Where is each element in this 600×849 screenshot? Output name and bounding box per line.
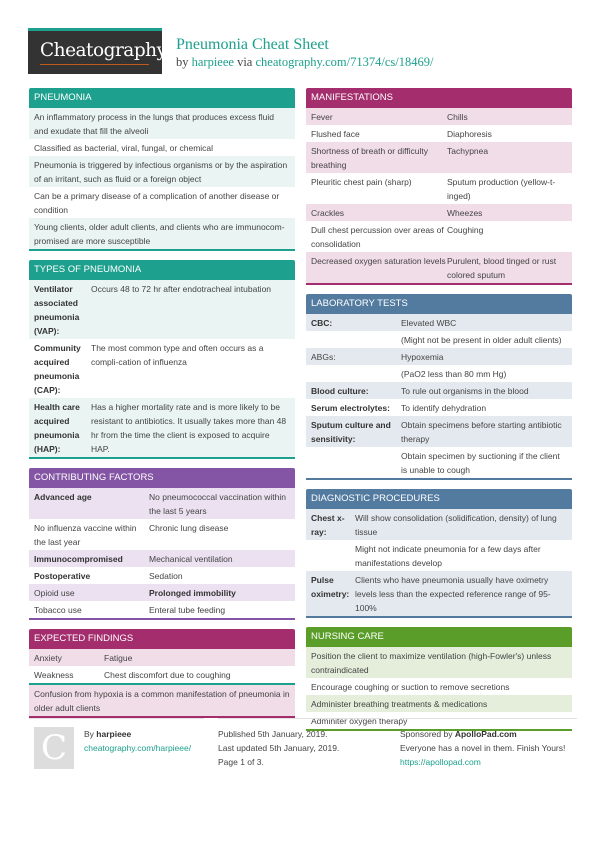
cell-right: Obtain specimens before starting antibiotic therapy — [401, 419, 562, 444]
table-row — [29, 280, 295, 339]
list-item — [29, 156, 295, 187]
description: Has a higher mortality rate and is more likely to be resistant to antibiotics. It usually takes more than 48 hr from the time the client is exposed to acquire HAP. — [91, 401, 287, 454]
section-divider — [29, 457, 295, 459]
table-row — [306, 314, 572, 331]
cell-right: Mechanical ventilation — [149, 553, 233, 564]
item-text: An inflammatory process in the lungs that produces excess fluid and exudate that fill the alveoli — [34, 111, 275, 136]
by-label: By — [84, 729, 94, 739]
table-row — [306, 447, 572, 478]
item-text: Adminiter oxygen therapy — [311, 715, 408, 726]
table-row — [29, 550, 295, 567]
section-title: PNEUMONIA — [29, 88, 295, 108]
section-types — [29, 260, 295, 459]
sponsor-link[interactable]: https://apollopad.com — [400, 757, 481, 767]
section-title: DIAGNOSTIC PROCEDURES — [306, 489, 572, 509]
left-column — [29, 88, 295, 727]
table-row — [306, 365, 572, 382]
cell-right: To rule out organisms in the blood — [401, 385, 529, 396]
cell-left — [311, 333, 401, 347]
cell-right: Might not indicate pneumonia for a few days after manifestations develop — [355, 543, 541, 568]
cell-right: Fatigue — [104, 652, 133, 663]
list-item — [306, 647, 572, 678]
cell-right: Enteral tube feeding — [149, 604, 226, 615]
list-item — [29, 187, 295, 218]
cell-right: Elevated WBC — [401, 317, 457, 328]
term: Ventilator associated pneumonia (VAP): — [34, 283, 80, 336]
section-divider — [306, 283, 572, 285]
list-item — [306, 695, 572, 712]
page-number: Page 1 of 3. — [218, 757, 264, 767]
cell-right: Tachypnea — [447, 145, 489, 156]
cell-left: Pleuritic chest pain (sharp) — [311, 176, 412, 187]
cell-left — [311, 449, 401, 477]
cell-left: No influenza vaccine within the last year — [34, 522, 137, 547]
section-divider — [306, 616, 572, 618]
right-column — [306, 88, 572, 740]
cell-right: Obtain specimen by suctioning if the client is unable to cough — [401, 450, 560, 475]
section-manifestations — [306, 88, 572, 285]
section-title: EXPECTED FINDINGS — [29, 629, 295, 649]
section-title: TYPES OF PNEUMONIA — [29, 260, 295, 280]
cell-right: Will show consolidation (solidification, density) of lung tissue — [355, 512, 557, 537]
cell-right: Hypoxemia — [401, 351, 444, 362]
table-row — [306, 125, 572, 142]
table-row — [306, 108, 572, 125]
item-text: Classified as bacterial, viral, fungal, or chemical — [34, 142, 214, 153]
table-row — [29, 649, 295, 666]
cell-left: Postoperative — [34, 570, 91, 581]
table-row — [29, 398, 295, 457]
section-diagnostic-procedures — [306, 489, 572, 618]
note-row — [29, 685, 295, 716]
cell-left: Tobacco use — [34, 604, 82, 615]
published-date: Published 5th January, 2019. — [218, 729, 328, 739]
table-row — [29, 601, 295, 618]
section-title: NURSING CARE — [306, 627, 572, 647]
by-prefix: by — [176, 55, 189, 69]
cell-left: ABGs: — [311, 351, 336, 362]
cell-left: Shortness of breath or difficulty breathing — [311, 145, 429, 170]
cell-left: Pulse oximetry: — [311, 574, 350, 599]
page-title: Pneumonia Cheat Sheet — [176, 36, 329, 53]
cell-right: Chest discomfort due to coughing — [104, 669, 231, 680]
cell-left: Decreased oxygen saturation levels — [311, 255, 446, 266]
cell-left: Sputum culture and sensitivity: — [311, 419, 391, 444]
section-divider — [306, 478, 572, 480]
term: Community acquired pneumonia (CAP): — [34, 342, 81, 395]
list-item — [306, 678, 572, 695]
term: Health care acquired pneumonia (HAP): — [34, 401, 80, 454]
table-row — [29, 666, 295, 683]
table-row — [306, 509, 572, 540]
section-expected-findings — [29, 629, 295, 718]
logo-underline — [40, 64, 149, 65]
via-text: via — [237, 55, 253, 69]
section-nursing-care — [306, 627, 572, 731]
table-row — [306, 252, 572, 283]
page-footer — [29, 718, 577, 798]
sponsored-prefix: Sponsored by — [400, 729, 453, 739]
list-item — [29, 218, 295, 249]
table-row — [306, 571, 572, 616]
cell-right: Chills — [447, 111, 468, 122]
footer-dates — [218, 718, 383, 769]
list-item — [29, 108, 295, 139]
footer-sponsor — [400, 718, 577, 769]
cell-left — [311, 367, 401, 381]
description: Occurs 48 to 72 hr after endotracheal intubation — [91, 283, 272, 294]
item-text: Encourage coughing or suction to remove secretions — [311, 681, 510, 692]
list-item — [29, 139, 295, 156]
cell-right: Purulent, blood tinged or rust colored sputum — [447, 255, 557, 280]
cell-left — [311, 542, 355, 570]
cell-left: Immunocompromised — [34, 553, 123, 564]
cell-left: Flushed face — [311, 128, 360, 139]
table-row — [29, 567, 295, 584]
author-profile-link[interactable]: cheatography.com/harpieee/ — [84, 743, 192, 753]
cell-left: Serum electrolytes: — [311, 402, 390, 413]
table-row — [306, 221, 572, 252]
table-row — [306, 540, 572, 571]
cell-left: Advanced age — [34, 491, 92, 502]
cell-right: No pneumococcal vaccination within the last 5 years — [149, 491, 287, 516]
table-row — [306, 348, 572, 365]
cell-left: Blood culture: — [311, 385, 369, 396]
table-row — [306, 204, 572, 221]
page-header — [28, 28, 578, 74]
table-row — [29, 519, 295, 550]
item-text: Position the client to maximize ventilation (high-Fowler's) unless contraindicated — [311, 650, 552, 675]
section-divider — [29, 618, 295, 620]
cell-right: To identify dehydration — [401, 402, 487, 413]
cell-right: Sedation — [149, 570, 183, 581]
cell-right: (Might not be present in older adult clients) — [401, 334, 562, 345]
item-text: Administer breathing treatments & medications — [311, 698, 488, 709]
section-title: CONTRIBUTING FACTORS — [29, 468, 295, 488]
cell-left: Crackles — [311, 207, 345, 218]
cell-right: Chronic lung disease — [149, 522, 229, 533]
logo-text: Cheatography — [40, 40, 167, 61]
cell-left: Anxiety — [34, 652, 62, 663]
cell-right: Prolonged immobility — [149, 587, 236, 598]
title-block — [176, 36, 433, 70]
cell-left: Dull chest percussion over areas of consolidation — [311, 224, 444, 249]
updated-date: Last updated 5th January, 2019. — [218, 743, 340, 753]
cell-right: Coughing — [447, 224, 484, 235]
cell-left: Opioid use — [34, 587, 75, 598]
table-row — [306, 331, 572, 348]
cell-right: (PaO2 less than 80 mm Hg) — [401, 368, 507, 379]
section-contributing — [29, 468, 295, 620]
table-row — [29, 339, 295, 398]
cell-right: Wheezes — [447, 207, 483, 218]
cell-left: Chest x-ray: — [311, 512, 345, 537]
note-text: Confusion from hypoxia is a common manifestation of pneumonia in older adult clients — [34, 688, 290, 713]
table-row — [29, 584, 295, 601]
cell-right: Clients who have pneumonia usually have oximetry levels less than the expected reference range of 95-100% — [355, 574, 551, 613]
table-row — [29, 488, 295, 519]
item-text: Young clients, older adult clients, and clients who are immunocom-promised are more susceptible — [34, 221, 285, 246]
cell-left: Weakness — [34, 669, 74, 680]
author-link[interactable]: harpieee — [191, 55, 234, 69]
table-row — [306, 416, 572, 447]
byline — [176, 54, 433, 70]
item-text: Pneumonia is triggered by infectious organisms or by the aspiration of an irritant, such as fluid or a foreign object — [34, 159, 288, 184]
section-title: LABORATORY TESTS — [306, 294, 572, 314]
table-row — [306, 142, 572, 173]
table-row — [306, 382, 572, 399]
section-laboratory-tests — [306, 294, 572, 480]
avatar: C — [34, 727, 74, 769]
item-text: Can be a primary disease of a complication of another disease or condition — [34, 190, 280, 215]
cheatography-logo[interactable] — [28, 28, 167, 74]
table-row — [306, 399, 572, 416]
cell-left: CBC: — [311, 317, 333, 328]
description: The most common type and often occurs as a compli-cation of influenza — [91, 342, 264, 367]
sponsor-text: Everyone has a novel in them. Finish Yours! — [400, 743, 566, 753]
sponsor-name: ApolloPad.com — [454, 729, 517, 739]
cell-right: Diaphoresis — [447, 128, 492, 139]
cell-right: Sputum production (yellow-t-inged) — [447, 176, 556, 201]
section-pneumonia — [29, 88, 295, 251]
sheet-url-link[interactable]: cheatography.com/71374/cs/18469/ — [255, 55, 434, 69]
footer-author-name: harpieee — [96, 729, 132, 739]
section-divider — [29, 249, 295, 251]
footer-author — [29, 718, 204, 768]
section-title: MANIFESTATIONS — [306, 88, 572, 108]
cell-left: Fever — [311, 111, 333, 122]
table-row — [306, 173, 572, 204]
